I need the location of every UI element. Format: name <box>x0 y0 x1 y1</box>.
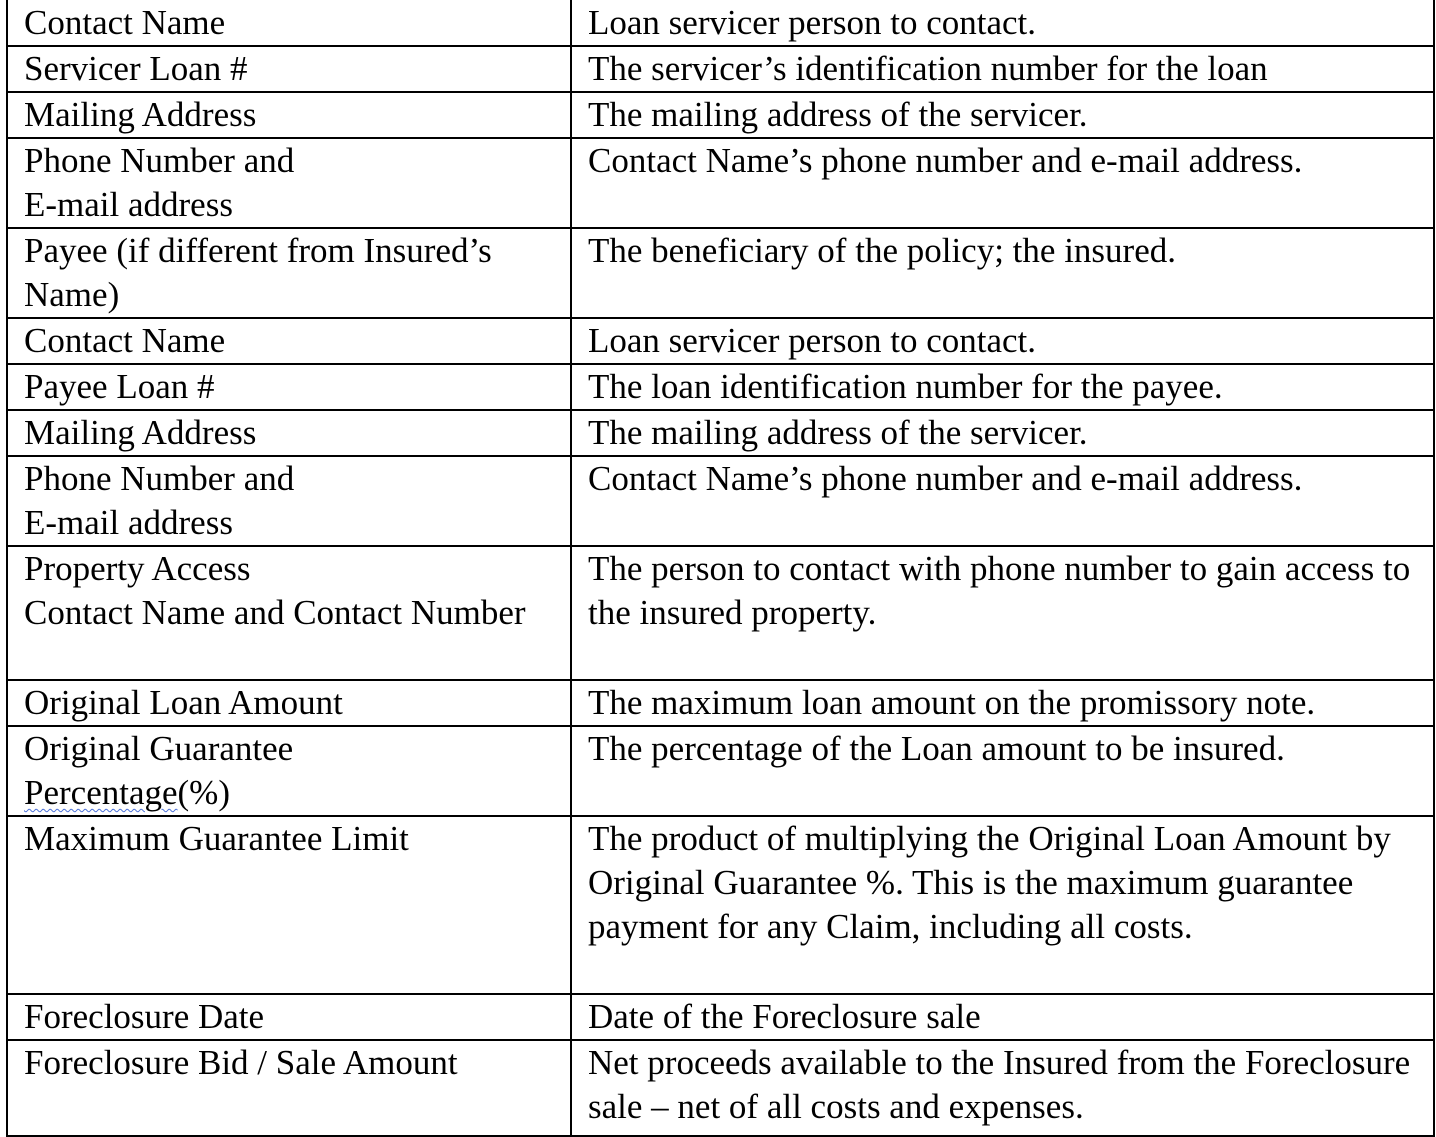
term-cell: Phone Number and E-mail address <box>7 456 571 546</box>
definitions-table <box>6 0 1435 1137</box>
term-line: Original Guarantee <box>24 729 294 768</box>
definition-cell: The product of multiplying the Original Loan Amount by Original Guarantee %. This is the maximum guarantee payment for any Claim, including all costs. <box>571 816 1434 994</box>
table-row <box>7 1040 1434 1136</box>
term-suffix: (%) <box>177 773 230 812</box>
table-row <box>7 318 1434 364</box>
term-cell: Property Access Contact Name and Contact Number <box>7 546 571 680</box>
table-row <box>7 546 1434 680</box>
definition-cell: Contact Name’s phone number and e-mail address. <box>571 456 1434 546</box>
definition-cell: Contact Name’s phone number and e-mail address. <box>571 138 1434 228</box>
definition-cell: The servicer’s identification number for the loan <box>571 46 1434 92</box>
definition-cell: The loan identification number for the payee. <box>571 364 1434 410</box>
table-row <box>7 228 1434 318</box>
term-cell: Original Loan Amount <box>7 680 571 726</box>
term-cell: Foreclosure Bid / Sale Amount <box>7 1040 571 1136</box>
term-cell: Maximum Guarantee Limit <box>7 816 571 994</box>
definition-cell: Net proceeds available to the Insured from the Foreclosure sale – net of all costs and expenses. <box>571 1040 1434 1136</box>
term-cell: Payee (if different from Insured’s Name) <box>7 228 571 318</box>
definition-cell: The maximum loan amount on the promissory note. <box>571 680 1434 726</box>
term-cell: Mailing Address <box>7 92 571 138</box>
table-row <box>7 816 1434 994</box>
definition-cell: Loan servicer person to contact. <box>571 318 1434 364</box>
table-row <box>7 456 1434 546</box>
term-cell: Phone Number and E-mail address <box>7 138 571 228</box>
table-row <box>7 138 1434 228</box>
definition-cell: Date of the Foreclosure sale <box>571 994 1434 1040</box>
table-row <box>7 46 1434 92</box>
term-cell: Contact Name <box>7 0 571 46</box>
table-row <box>7 680 1434 726</box>
spellcheck-underlined-word: Percentage <box>24 773 178 812</box>
term-cell <box>7 726 571 816</box>
table-row <box>7 726 1434 816</box>
term-cell: Payee Loan # <box>7 364 571 410</box>
term-cell: Servicer Loan # <box>7 46 571 92</box>
definition-cell: The percentage of the Loan amount to be insured. <box>571 726 1434 816</box>
definition-cell: The mailing address of the servicer. <box>571 410 1434 456</box>
definition-cell: The beneficiary of the policy; the insured. <box>571 228 1434 318</box>
definition-cell: The person to contact with phone number to gain access to the insured property. <box>571 546 1434 680</box>
table-row <box>7 92 1434 138</box>
definition-cell: Loan servicer person to contact. <box>571 0 1434 46</box>
term-cell: Foreclosure Date <box>7 994 571 1040</box>
table-row <box>7 410 1434 456</box>
table-row <box>7 994 1434 1040</box>
term-cell: Contact Name <box>7 318 571 364</box>
definition-cell: The mailing address of the servicer. <box>571 92 1434 138</box>
term-cell: Mailing Address <box>7 410 571 456</box>
table-row <box>7 364 1434 410</box>
table-row <box>7 0 1434 46</box>
